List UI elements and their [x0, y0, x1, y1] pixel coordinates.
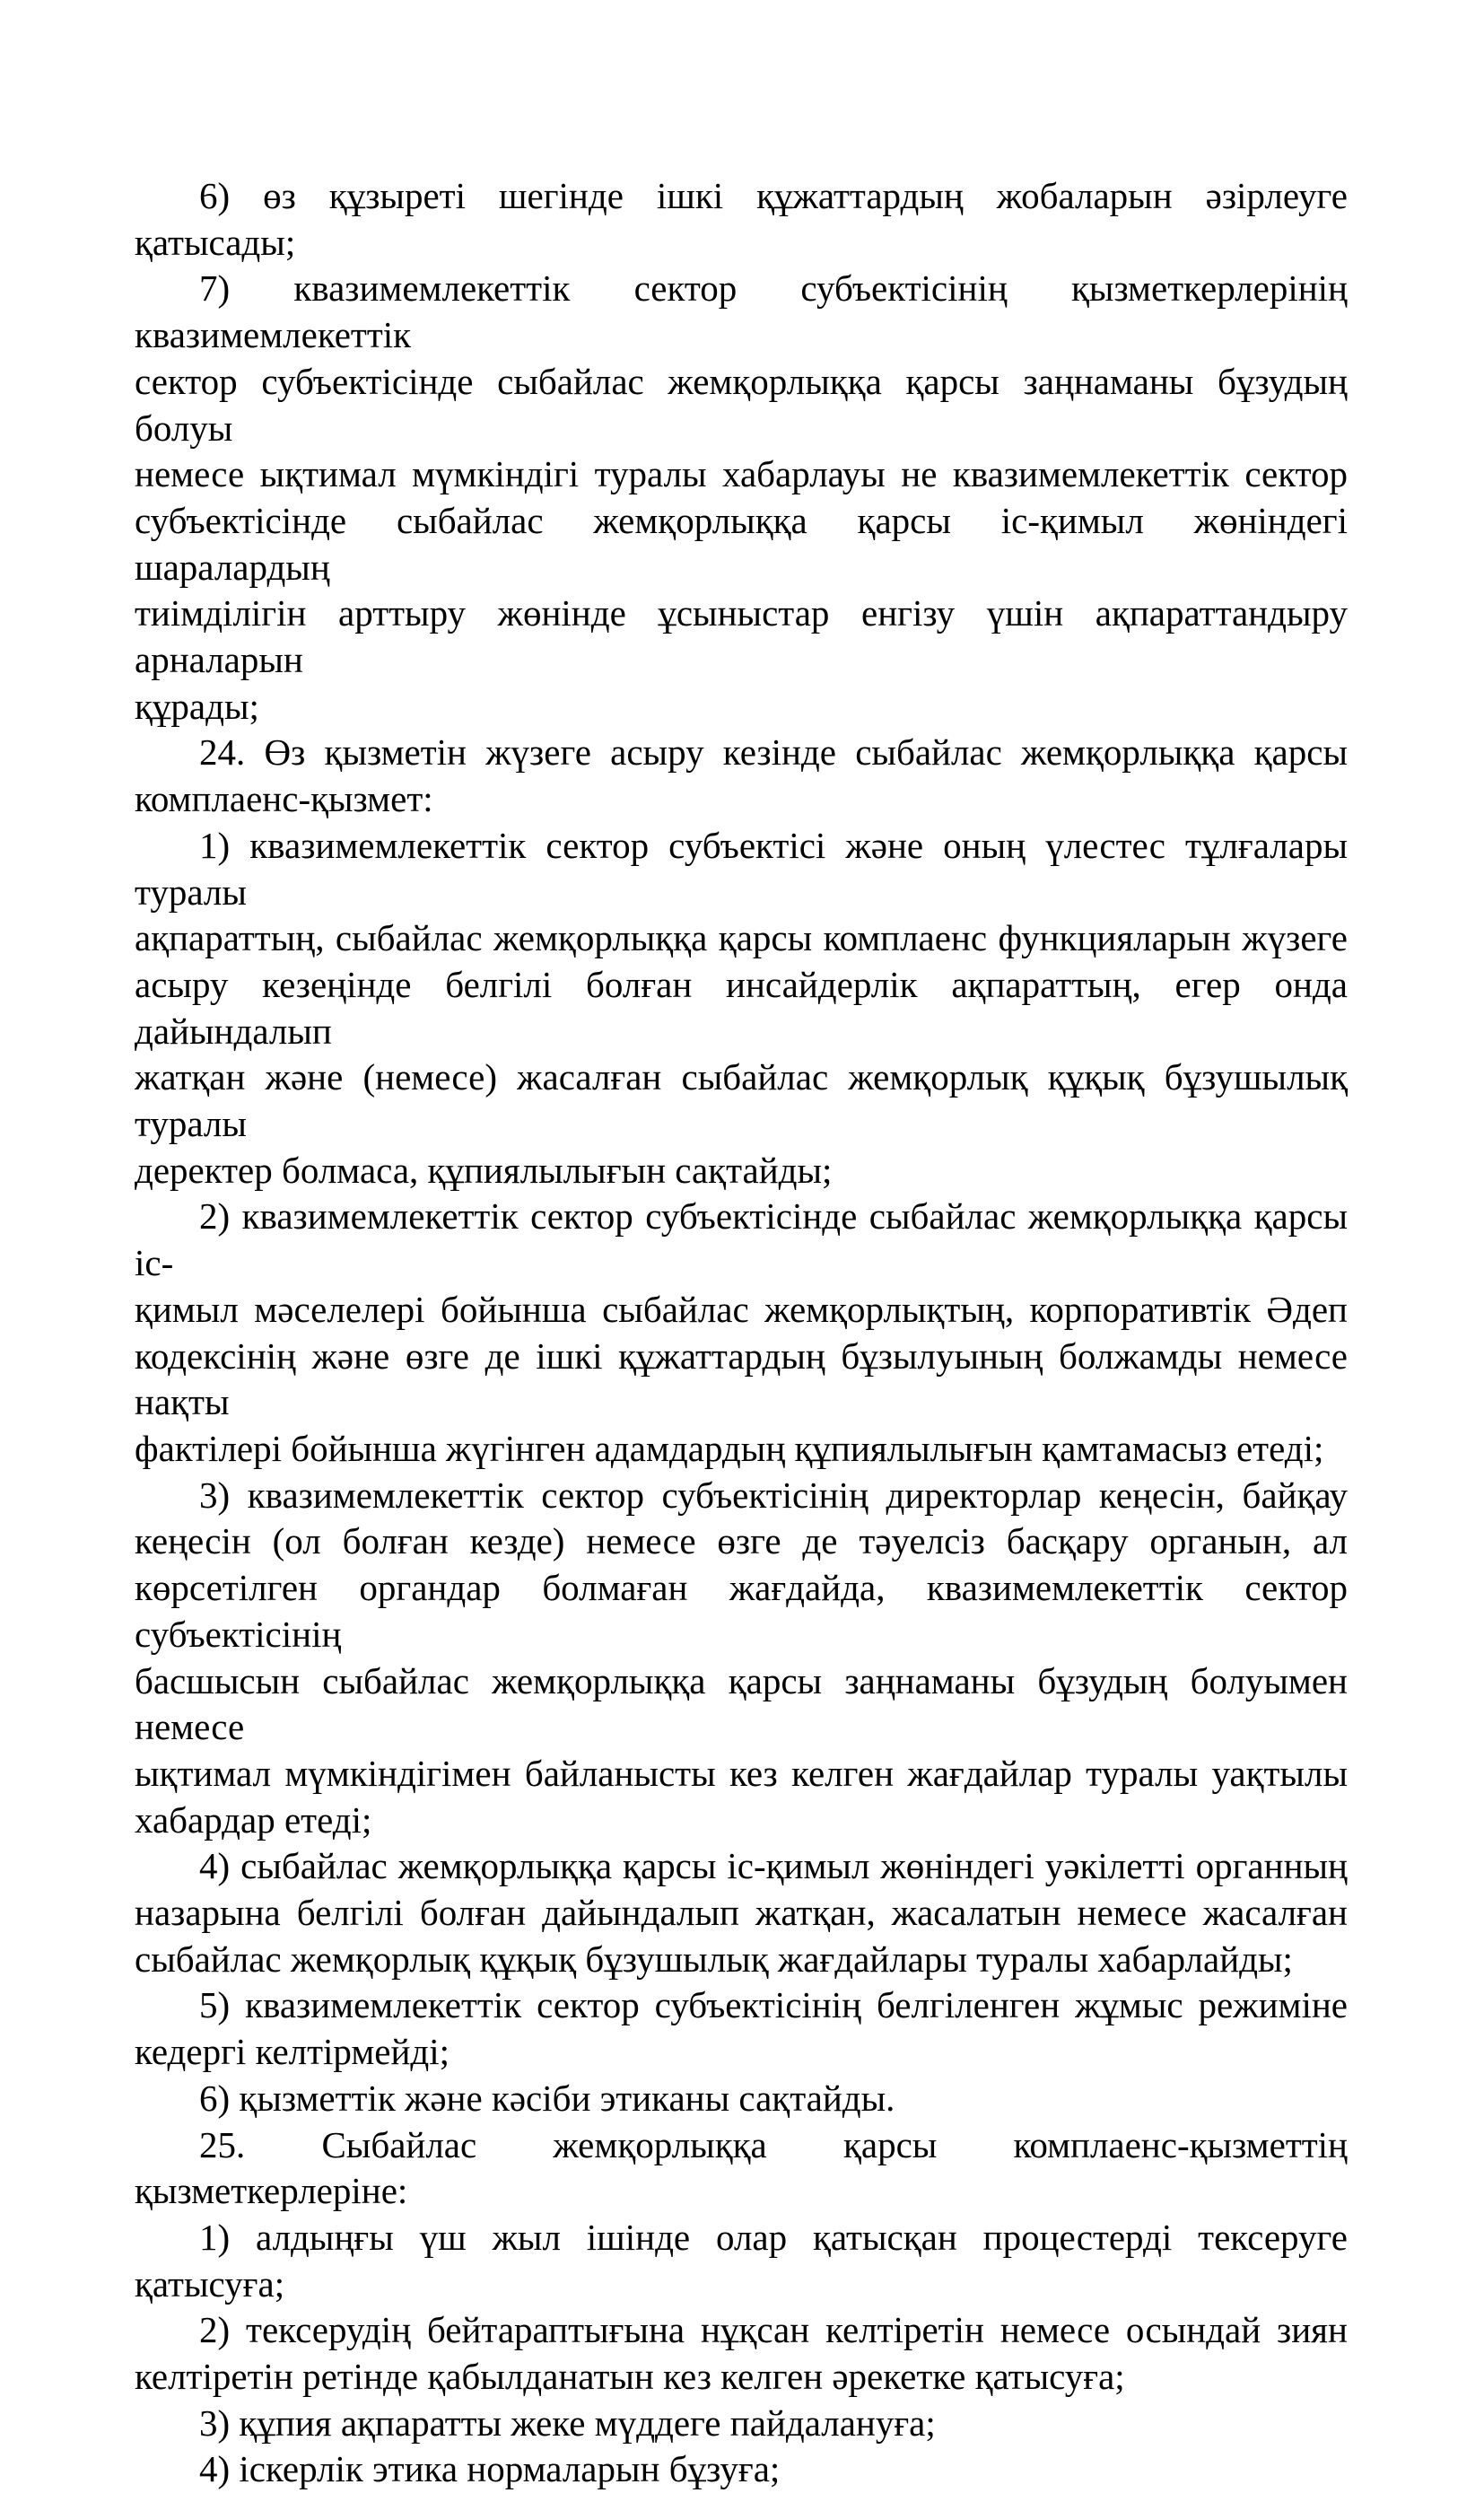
text-line: ақпараттың, сыбайлас жемқорлыққа қарсы комплаенс функцияларын жүзеге	[135, 917, 1348, 959]
text-line: 25. Сыбайлас жемқорлыққа қарсы комплаенс-қызметтің қызметкерлеріне:	[135, 2123, 1348, 2212]
paragraph	[135, 2401, 1348, 2447]
text-line: деректер болмаса, құпиялылығын сақтайды;	[135, 1149, 833, 1191]
text-line: құрады;	[135, 685, 259, 727]
paragraph	[135, 730, 1348, 822]
text-line: ықтимал мүмкіндігімен байланысты кез келген жағдайлар туралы уақтылы	[135, 1752, 1348, 1794]
text-line: 6) қызметтік және кәсіби этиканы сақтайды.	[199, 2077, 895, 2119]
text-line: немесе ықтимал мүмкіндігі туралы хабарлауы не квазимемлекеттік сектор	[135, 453, 1348, 495]
text-line: 1) квазимемлекеттік сектор субъектісі және оның үлестес тұлғалары туралы	[135, 824, 1348, 913]
paragraph	[135, 823, 1348, 1194]
text-line: 5) квазимемлекеттік сектор субъектісінің белгіленген жұмыс режиміне	[199, 1984, 1348, 2026]
text-line: келтіретін ретінде қабылданатын кез келген әрекетке қатысуға;	[135, 2356, 1125, 2398]
text-line: көрсетілген органдар болмаған жағдайда, квазимемлекеттік сектор субъектісінің	[135, 1567, 1348, 1655]
paragraph	[135, 1194, 1348, 1472]
paragraph	[135, 1982, 1348, 2075]
paragraph	[135, 2076, 1348, 2122]
text-line: кодексінің және өзге де ішкі құжаттардың бұзылуының болжамды немесе нақты	[135, 1334, 1348, 1423]
text-line: 2) квазимемлекеттік сектор субъектісінде сыбайлас жемқорлыққа қарсы іс-	[135, 1195, 1348, 1284]
text-line: қимыл мәселелері бойынша сыбайлас жемқорлықтың, корпоративтік Әдеп	[135, 1288, 1348, 1330]
text-line: субъектісінде сыбайлас жемқорлыққа қарсы іс-қимыл жөніндегі шаралардың	[135, 499, 1348, 588]
text-line: 6) өз құзыреті шегінде ішкі құжаттардың жобаларын әзірлеуге қатысады;	[135, 175, 1348, 263]
text-line: сектор субъектісінде сыбайлас жемқорлыққа қарсы заңнаманы бұзудың болуы	[135, 360, 1348, 449]
text-line: кедергі келтірмейді;	[135, 2031, 450, 2073]
text-line: 7) квазимемлекеттік сектор субъектісінің қызметкерлерінің квазимемлекеттік	[135, 267, 1348, 356]
paragraph	[135, 2307, 1348, 2400]
paragraph	[135, 1473, 1348, 1844]
text-line: 24. Өз қызметін жүзеге асыру кезінде сыбайлас жемқорлыққа қарсы	[199, 731, 1348, 774]
text-line: 4) іскерлік этика нормаларын бұзуға;	[199, 2448, 781, 2490]
text-line: тиімділігін арттыру жөнінде ұсыныстар енгізу үшін ақпараттандыру арналарын	[135, 592, 1348, 681]
paragraph	[135, 1843, 1348, 1982]
text-line: басшысын сыбайлас жемқорлыққа қарсы заңнаманы бұзудың болуымен немесе	[135, 1659, 1348, 1748]
text-line: сыбайлас жемқорлық құқық бұзушылық жағдайлары туралы хабарлайды;	[135, 1938, 1293, 1980]
paragraph	[135, 173, 1348, 266]
text-line: 3) құпия ақпаратты жеке мүддеге пайдалануға;	[199, 2401, 936, 2444]
text-line: кеңесін (ол болған кезде) немесе өзге де тәуелсіз басқару органын, ал	[135, 1520, 1348, 1562]
text-line: асыру кезеңінде белгілі болған инсайдерлік ақпараттың, егер онда дайындалып	[135, 963, 1348, 1052]
text-line: хабардар етеді;	[135, 1798, 372, 1841]
text-line: жатқан және (немесе) жасалған сыбайлас жемқорлық құқық бұзушылық туралы	[135, 1056, 1348, 1145]
text-line: комплаенс-қызмет:	[135, 778, 433, 820]
text-line: фактілері бойынша жүгінген адамдардың құпиялылығын қамтамасыз етеді;	[135, 1427, 1324, 1469]
paragraph	[135, 2446, 1348, 2493]
text-line: 1) алдыңғы үш жыл ішінде олар қатысқан процестерді тексеруге қатысуға;	[135, 2216, 1348, 2305]
text-line: назарына белгілі болған дайындалып жатқан, жасалатын немесе жасалған	[135, 1892, 1348, 1934]
paragraph	[135, 266, 1348, 730]
paragraph	[135, 2122, 1348, 2215]
paragraph	[135, 2215, 1348, 2307]
text-line: 4) сыбайлас жемқорлыққа қарсы іс-қимыл жөніндегі уәкілетті органның	[199, 1845, 1348, 1887]
text-line: 2) тексерудің бейтараптығына нұқсан келтіретін немесе осындай зиян	[199, 2309, 1348, 2351]
text-line: 3) квазимемлекеттік сектор субъектісінің директорлар кеңесін, байқау	[199, 1474, 1348, 1516]
document-body	[135, 173, 1348, 2493]
